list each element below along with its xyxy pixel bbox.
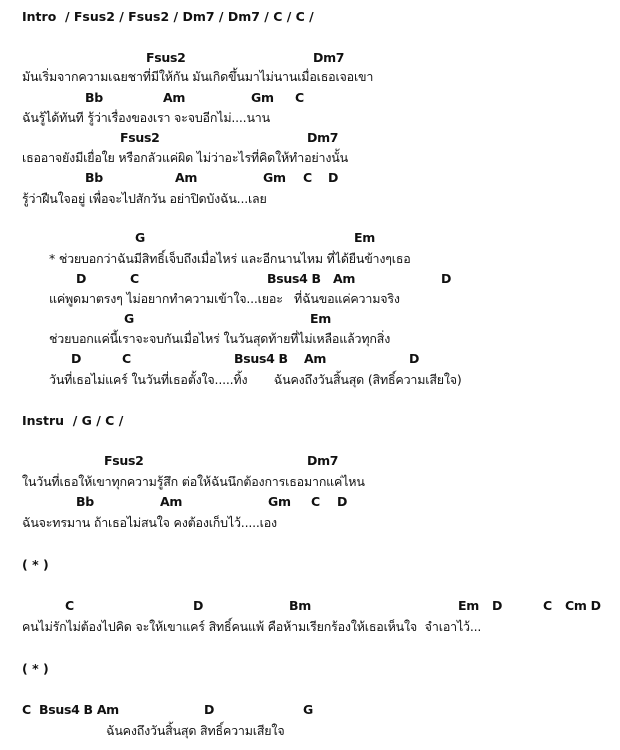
lyric-line <box>0 289 620 309</box>
chord-label: Bb <box>85 170 103 185</box>
chord-label: Am <box>175 170 198 185</box>
chorus-repeat-marker <box>0 659 620 679</box>
chord-line <box>0 309 620 329</box>
chord-line <box>0 168 620 188</box>
lyric-text: มันเริ่มจากความเฉยชาที่มีให้กัน มันเกิดขึ้นมาไม่นานเมื่อเธอเจอเขา <box>22 69 374 84</box>
chord-label: Cm D <box>565 598 601 613</box>
chord-line <box>0 269 620 289</box>
chord-label: Am <box>304 351 327 366</box>
chord-label: D <box>328 170 339 185</box>
chord-line <box>0 88 620 108</box>
lyric-text: แค่พูดมาตรงๆ ไม่อยากทำความเข้าใจ...เยอะ ที่ฉันขอแค่ความจริง <box>49 291 400 306</box>
lyric-line <box>0 148 620 168</box>
repeat-marker-text: ( * ) <box>22 557 49 572</box>
lyric-text: ฉันคงถึงวันสิ้นสุด สิทธิ์ความเสียใจ <box>106 723 285 738</box>
chord-label: Fsus2 <box>120 130 160 145</box>
lyric-line <box>0 370 620 390</box>
chord-label: D <box>204 702 215 717</box>
chord-label: D <box>71 351 82 366</box>
chord-line <box>0 451 620 471</box>
chord-line <box>0 492 620 512</box>
chord-label: Gm <box>263 170 286 185</box>
chord-label: Gm <box>251 90 274 105</box>
repeat-marker-text: ( * ) <box>22 661 49 676</box>
lyric-line <box>0 329 620 349</box>
instru-chords: Instru / G / C / <box>22 413 124 428</box>
lyric-line <box>0 67 620 87</box>
chord-label: Fsus2 <box>146 50 186 65</box>
chord-label: Em <box>310 311 331 326</box>
lyric-line <box>0 249 620 269</box>
chord-label: C <box>543 598 552 613</box>
lyric-text: เธออาจยังมีเยื่อใย หรือกลัวแค่ผิด ไม่ว่าอะไรที่คิดให้ทำอย่างนั้น <box>22 150 348 165</box>
chord-line <box>0 349 620 369</box>
chord-label: D <box>337 494 348 509</box>
chord-label: G <box>124 311 134 326</box>
chord-label: Bb <box>85 90 103 105</box>
chord-label: Am <box>333 271 356 286</box>
chord-label: Bsus4 B <box>267 271 321 286</box>
lyric-line <box>0 721 620 741</box>
chord-label: C <box>65 598 74 613</box>
chord-label: C <box>130 271 139 286</box>
lyric-line <box>0 513 620 533</box>
chord-label: G <box>135 230 145 245</box>
chord-label: Fsus2 <box>104 453 144 468</box>
lyric-text: รู้ว่าฝืนใจอยู่ เพื่อจะไปสักวัน อย่าปิดบังฉัน...เลย <box>22 191 267 206</box>
lyric-text: * ช่วยบอกว่าฉันมีสิทธิ์เจ็บถึงเมื่อไหร่ และอีกนานไหม ที่ได้ยืนข้างๆเธอ <box>49 251 411 266</box>
chord-label: D <box>193 598 204 613</box>
chord-label: C <box>295 90 304 105</box>
lyric-text: ในวันที่เธอให้เขาทุกความรู้สึก ต่อให้ฉันนึกต้องการเธอมากแค่ไหน <box>22 474 365 489</box>
lyric-text: ช่วยบอกแค่นี้เราจะจบกันเมื่อไหร่ ในวันสุดท้ายที่ไม่เหลือแล้วทุกสิ่ง <box>49 331 391 346</box>
chord-label: C <box>122 351 131 366</box>
chord-label: Bb <box>76 494 94 509</box>
lyric-text: ฉันรู้ได้ทันที รู้ว่าเรื่องของเรา จะจบอีกไม่....นาน <box>22 110 270 125</box>
chord-label: D <box>441 271 452 286</box>
chord-label: Am <box>163 90 186 105</box>
chord-label: Em <box>458 598 479 613</box>
lyric-line <box>0 617 620 637</box>
chord-label: D <box>409 351 420 366</box>
chord-label: Dm7 <box>307 130 339 145</box>
instru-line <box>0 411 620 431</box>
chord-label: C <box>303 170 312 185</box>
chord-label: D <box>492 598 503 613</box>
lyric-text: วันที่เธอไม่แคร์ ในวันที่เธอตั้งใจ.....ทิ้ง ฉันคงถึงวันสิ้นสุด (สิทธิ์ความเสียใจ) <box>49 372 462 387</box>
chord-line <box>0 228 620 248</box>
chord-label: Dm7 <box>313 50 345 65</box>
lyric-line <box>0 108 620 128</box>
chord-line <box>0 700 620 720</box>
intro-line <box>0 7 620 27</box>
chord-label: Am <box>160 494 183 509</box>
lyric-line <box>0 189 620 209</box>
chord-label: G <box>303 702 313 717</box>
chord-line <box>0 596 620 616</box>
lyric-text: คนไม่รักไม่ต้องไปคิด จะให้เขาแคร์ สิทธิ์คนแพ้ คือห้ามเรียกร้องให้เธอเห็นใจ จำเอาไว้... <box>22 619 482 634</box>
lyric-line <box>0 472 620 492</box>
chord-line <box>0 48 620 68</box>
chord-label: Bsus4 B <box>234 351 288 366</box>
chord-label: Dm7 <box>307 453 339 468</box>
chord-label: C <box>311 494 320 509</box>
lyric-text: ฉันจะทรมาน ถ้าเธอไม่สนใจ คงต้องเก็บไว้.....เอง <box>22 515 277 530</box>
chord-label: Em <box>354 230 375 245</box>
chord-label: C Bsus4 B Am <box>22 702 119 717</box>
chorus-repeat-marker <box>0 555 620 575</box>
intro-chords: Intro / Fsus2 / Fsus2 / Dm7 / Dm7 / C / C / <box>22 9 314 24</box>
chord-label: Bm <box>289 598 311 613</box>
chord-line <box>0 128 620 148</box>
chord-label: Gm <box>268 494 291 509</box>
chord-label: D <box>76 271 87 286</box>
